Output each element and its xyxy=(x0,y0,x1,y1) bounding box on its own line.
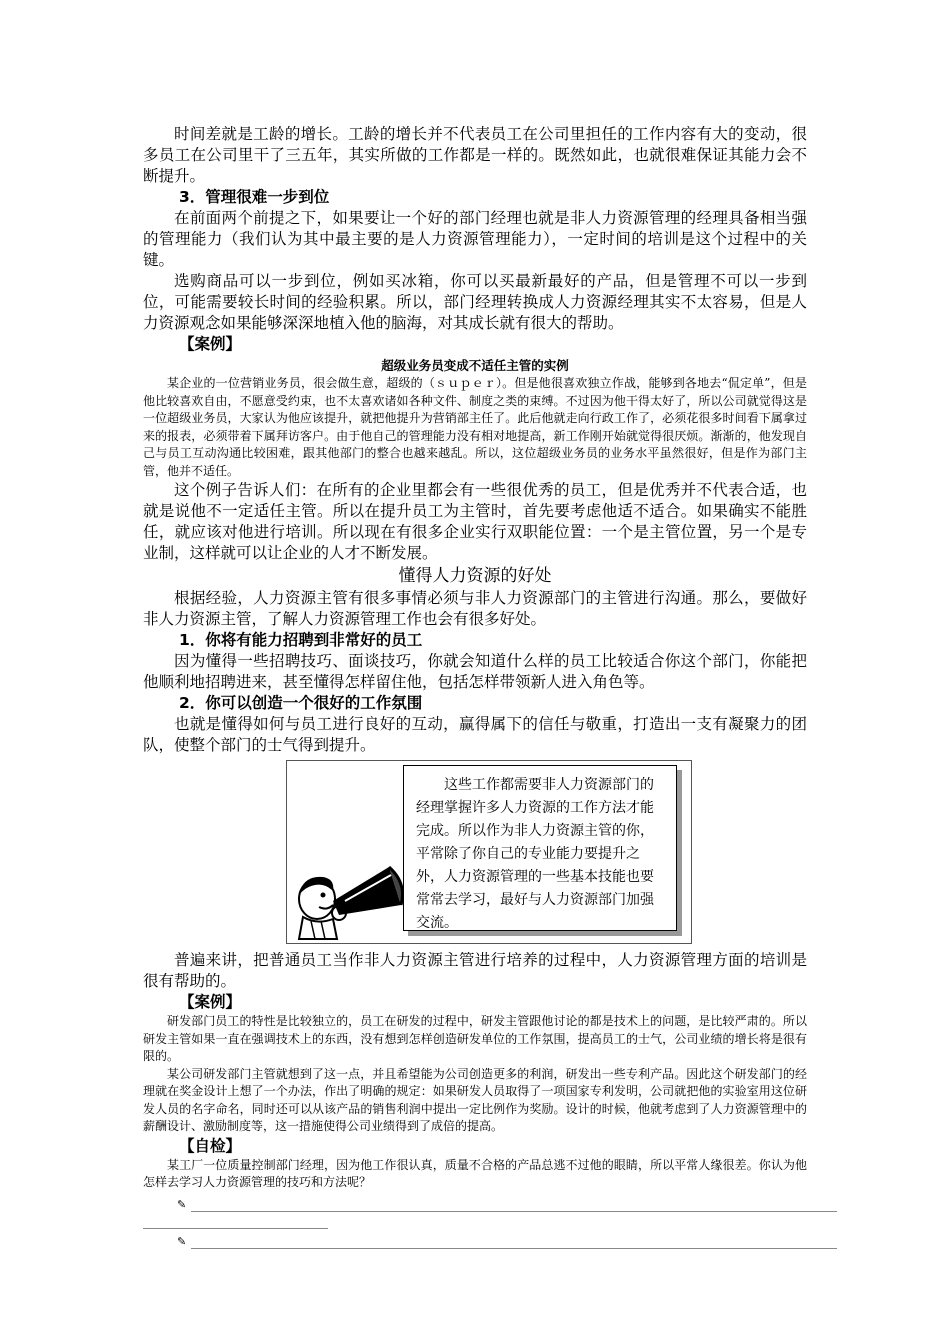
section-3-heading: 3．管理很难一步到位 xyxy=(179,188,330,206)
answer-line-1[interactable] xyxy=(143,1192,807,1220)
answer-line-2[interactable] xyxy=(143,1229,807,1257)
pen-icon: ✎ xyxy=(177,1234,187,1248)
case-2-paragraph-1: 研发部门员工的特性是比较独立的，员工在研发的过程中，研发主管跟他讨论的都是技术上的问题，是比较严肃的。所以研发主管如果一直在强调技术上的东西，没有想到怎样创造研发单位的工作氛围，提高员工的士气，公司业绩的增长将是很有限的。 xyxy=(143,1014,807,1063)
case-2-paragraph-2: 某公司研发部门主管就想到了这一点，并且希望能为公司创造更多的利润，研发出一些专利产品。因此这个研发部门的经理就在奖金设计上想了一个办法，作出了明确的规定：如果研发人员取得了一项国家专利发明，公司就把他的实验室用这位研发人员的名字命名，同时还可以从该产品的销售利润中提出一定比例作为奖励。设计的时候，他就考虑到了人力资源管理中的薪酬设计、激励制度等，这一措施使得公司业绩得到了成倍的提高。 xyxy=(143,1066,807,1133)
answer-rule xyxy=(191,1211,837,1212)
section-3-paragraph-1: 在前面两个前提之下，如果要让一个好的部门经理也就是非人力资源管理的经理具备相当强的管理能力（我们认为其中最主要的是人力资源管理能力），一定时间的培训是这个过程中的关键。 xyxy=(143,209,807,269)
benefits-intro: 根据经验，人力资源主管有很多事情必须与非人力资源部门的主管进行沟通。那么，要做好非人力资源主管，了解人力资源管理工作也会有很多好处。 xyxy=(143,589,807,628)
benefits-heading: 懂得人力资源的好处 xyxy=(398,566,552,586)
case-1-tag: 【案例】 xyxy=(179,335,242,353)
megaphone-mascot-icon xyxy=(289,861,409,941)
case-1-text: 某企业的一位营销业务员，很会做生意，超级的（ｓｕｐｅｒ）。但是他很喜欢独立作战，能够到各地去“侃定单”，但是他比较喜欢自由，不愿意受约束，也不太喜欢诸如各种文件、制度之类的束缚。不过因为他干得太好了，所以公司就觉得这是一位超级业务员，大家认为他应该提升，就把他提升为营销部主任了。此后他就走向行政工作了，必须花很多时间看下属拿过来的报表，必须带着下属拜访客户。由于他自己的管理能力没有相对地提高，新工作刚开始就觉得很厌烦。渐渐的，他发现自己与员工互动沟通比较困难，跟其他部门的整合也越来越乱。所以，这位超级业务员的业务水平虽然很好，但是作为部门主管，他并不适任。 xyxy=(143,376,807,478)
self-check-question: 某工厂一位质量控制部门经理，因为他工作很认真，质量不合格的产品总逃不过他的眼睛，所以平常人缘很差。你认为他怎样去学习人力资源管理的技巧和方法呢？ xyxy=(143,1157,807,1189)
case-2-tag: 【案例】 xyxy=(179,993,242,1011)
self-check-tag: 【自检】 xyxy=(179,1136,242,1155)
callout-box: 这些工作都需要非人力资源部门的经理掌握许多人力资源的工作方法才能完成。所以作为非人力资源主管的你，平常除了你自己的专业能力要提升之外，人力资源管理的一些基本技能也要常常去学习，最好与人力资源部门加强交流。 xyxy=(403,765,677,931)
answer-short-rule xyxy=(143,1220,328,1229)
answer-rule xyxy=(191,1248,837,1249)
callout-figure xyxy=(286,760,692,944)
case-1-title: 超级业务员变成不适任主管的实例 xyxy=(381,358,569,373)
document-page xyxy=(143,124,807,1257)
section-3-paragraph-2: 选购商品可以一步到位，例如买冰箱，你可以买最新最好的产品，但是管理不可以一步到位，可能需要较长时间的经验积累。所以，部门经理转换成人力资源经理其实不太容易，但是人力资源观念如果能够深深地植入他的脑海，对其成长就有很大的帮助。 xyxy=(143,272,807,332)
benefit-1-heading: 1．你将有能力招聘到非常好的员工 xyxy=(179,631,423,649)
benefit-2-text: 也就是懂得如何与员工进行良好的互动，赢得属下的信任与敬重，打造出一支有凝聚力的团队，使整个部门的士气得到提升。 xyxy=(143,715,807,754)
benefit-2-heading: 2．你可以创造一个很好的工作氛围 xyxy=(179,694,423,712)
pen-icon: ✎ xyxy=(177,1197,187,1211)
general-paragraph: 普遍来讲，把普通员工当作非人力资源主管进行培养的过程中，人力资源管理方面的培训是很有帮助的。 xyxy=(143,951,807,990)
case-1-lesson: 这个例子告诉人们：在所有的企业里都会有一些很优秀的员工，但是优秀并不代表合适，也就是说他不一定适任主管。所以在提升员工为主管时，首先要考虑他适不适合。如果确实不能胜任，就应该对他进行培训。所以现在有很多企业实行双职能位置：一个是主管位置，另一个是专业制，这样就可以让企业的人才不断发展。 xyxy=(143,481,807,562)
benefit-1-text: 因为懂得一些招聘技巧、面谈技巧，你就会知道什么样的员工比较适合你这个部门，你能把他顺利地招聘进来，甚至懂得怎样留住他，包括怎样带领新人进入角色等。 xyxy=(143,652,807,691)
intro-paragraph: 时间差就是工龄的增长。工龄的增长并不代表员工在公司里担任的工作内容有大的变动，很多员工在公司里干了三五年，其实所做的工作都是一样的。既然如此，也就很难保证其能力会不断提升。 xyxy=(143,125,807,185)
